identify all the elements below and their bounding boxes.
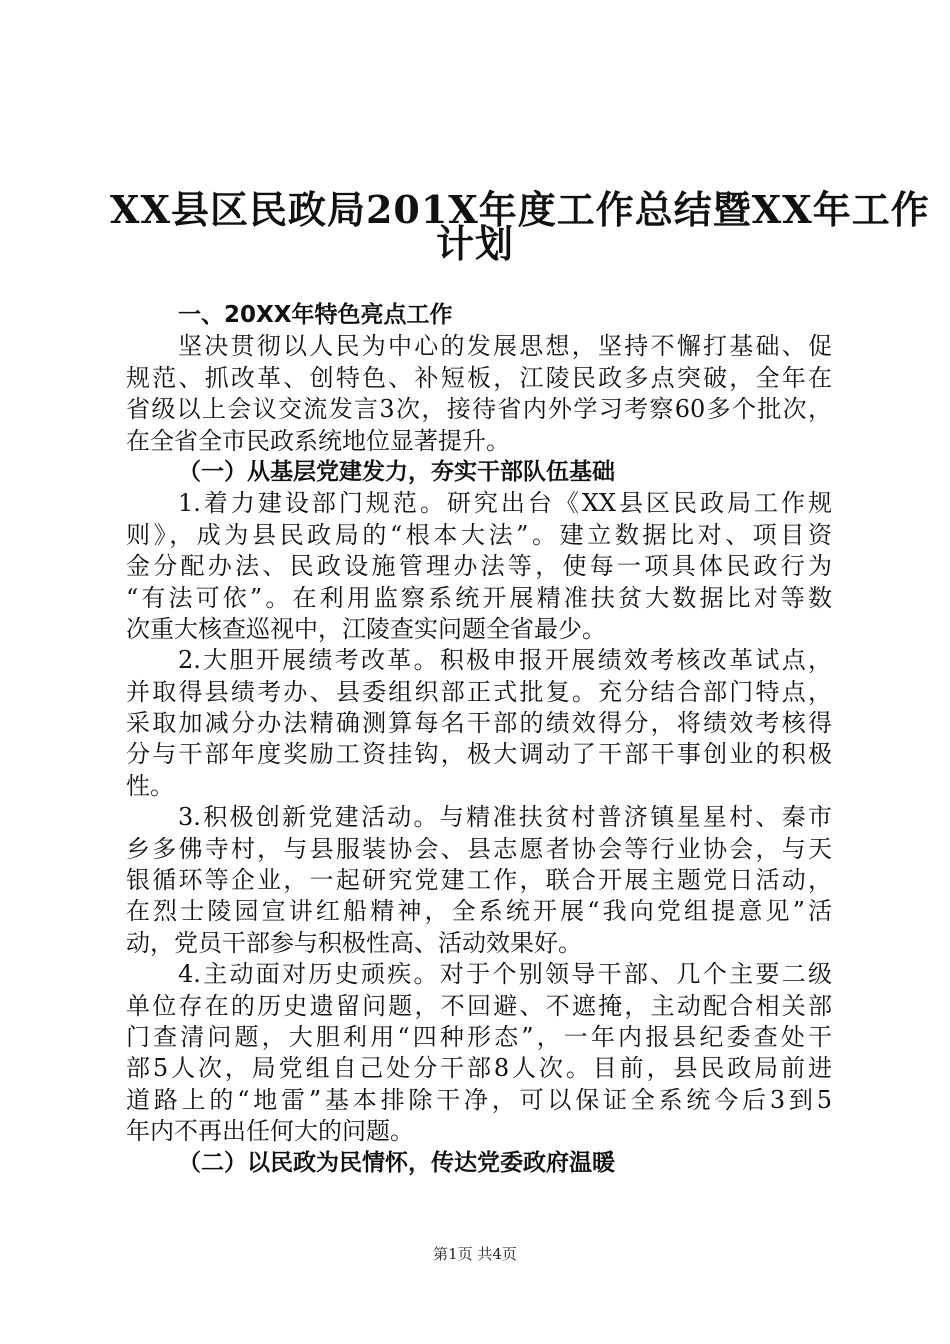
paragraph-line: 动，党员干部参与积极性高、活动效果好。: [126, 928, 582, 957]
paragraph-line: 门查清问题，大胆利用“四种形态”，一年内报县纪委查处干: [126, 1022, 832, 1051]
paragraph-line: 乡多佛寺村，与县服装协会、县志愿者协会等行业协会，与天: [126, 834, 832, 863]
paragraph-line: 并取得县绩考办、县委组织部正式批复。充分结合部门特点，: [126, 677, 832, 706]
paragraph-line: 2.大胆开展绩考改革。积极申报开展绩效考核改革试点，: [178, 646, 832, 675]
paragraph-line: 1.着力建设部门规范。研究出台《XX县区民政局工作规: [178, 489, 832, 518]
paragraph-line: “有法可依”。在利用监察系统开展精准扶贫大数据比对等数: [126, 583, 832, 612]
document-title-line2: 计划: [435, 221, 514, 266]
paragraph-line: 坚决贯彻以人民为中心的发展思想，坚持不懈打基础、促: [178, 332, 832, 361]
paragraph-line: 3.积极创新党建活动。与精准扶贫村普济镇星星村、秦市: [178, 803, 832, 832]
paragraph-line: 在全省全市民政系统地位显著提升。: [126, 426, 510, 455]
subsection-heading: （二）以民政为民情怀，传达党委政府温暖: [178, 1149, 615, 1176]
paragraph-line: 4.主动面对历史顽疾。对于个别领导干部、几个主要二级: [178, 960, 832, 989]
paragraph-line: 在烈士陵园宣讲红船精神，全系统开展“我向党组提意见”活: [126, 897, 832, 926]
subsection-heading: （一）从基层党建发力，夯实干部队伍基础: [178, 458, 615, 485]
paragraph-line: 单位存在的历史遗留问题，不回避、不遮掩，主动配合相关部: [126, 991, 832, 1020]
paragraph-line: 则》，成为县民政局的“根本大法”。建立数据比对、项目资: [126, 520, 832, 549]
document-body: [126, 300, 832, 1179]
paragraph-line: 采取加减分办法精确测算每名干部的绩效得分，将绩效考核得: [126, 709, 832, 738]
paragraph-line: 省级以上会议交流发言3次，接待省内外学习考察60多个批次，: [126, 395, 832, 424]
paragraph-line: 道路上的“地雷”基本排除干净，可以保证全系统今后3到5: [126, 1085, 832, 1114]
paragraph-line: 金分配办法、民政设施管理办法等，使每一项具体民政行为: [126, 552, 832, 581]
document-title-line1: XX县区民政局201X年度工作总结暨XX年工作: [110, 187, 930, 232]
paragraph-line: 部5人次，局党组自己处分干部8人次。目前，县民政局前进: [126, 1054, 832, 1083]
section-heading: 一、20XX年特色亮点工作: [178, 302, 453, 328]
paragraph-line: 次重大核查巡视中，江陵查实问题全省最少。: [126, 614, 606, 643]
paragraph-line: 分与干部年度奖励工资挂钩，极大调动了干部干事创业的积极: [126, 740, 832, 769]
page-footer: 第1页 共4页: [433, 1245, 517, 1263]
paragraph-line: 年内不再出任何大的问题。: [126, 1117, 414, 1146]
paragraph-line: 规范、抓改革、创特色、补短板，江陵民政多点突破，全年在: [126, 363, 832, 392]
paragraph-line: 性。: [126, 771, 174, 800]
paragraph-line: 银循环等企业，一起研究党建工作，联合开展主题党日活动，: [126, 866, 832, 895]
